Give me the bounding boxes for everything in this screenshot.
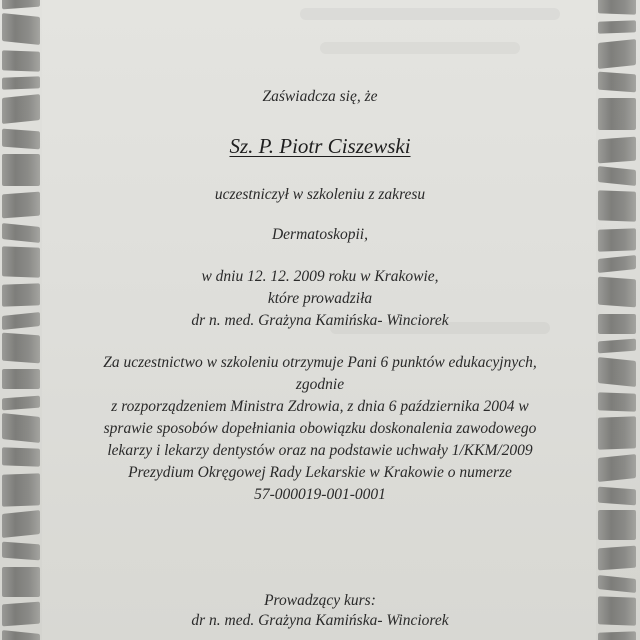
recipient-name: Sz. P. Piotr Ciszewski [229, 134, 411, 158]
course-leader-label: Prowadzący kurs: [264, 592, 376, 609]
intro-text: Zaświadcza się, że [262, 88, 378, 105]
registration-number: 57-000019-001-0001 [254, 486, 386, 503]
border-tile [598, 20, 636, 33]
participation-text: uczestniczył w szkoleniu z zakresu [214, 186, 426, 203]
border-tile [2, 630, 40, 640]
border-tile [598, 166, 636, 186]
course-date-location: w dniu 12. 12. 2009 roku w Krakowie, [201, 268, 439, 285]
border-tile [598, 510, 636, 540]
body-line: Za uczestnictwo w szkoleniu otrzymuje Pani 6 punktów edukacyjnych, [103, 354, 537, 371]
border-tile [598, 575, 636, 593]
border-tile [2, 50, 40, 71]
border-tile [598, 39, 636, 69]
border-tile [2, 542, 40, 561]
conducted-by-text: które prowadziła [267, 290, 373, 307]
border-tile [2, 13, 40, 45]
border-tile [598, 339, 636, 354]
body-line: sprawie sposobów dopełniania obowiązku doskonalenia zawodowego [103, 420, 537, 437]
border-tile [598, 0, 636, 15]
body-line: z rozporządzeniem Ministra Zdrowia, z dnia 6 października 2004 w [111, 398, 529, 415]
border-tile [2, 0, 40, 9]
body-line: lekarzy i lekarzy dentystów oraz na podstawie uchwały 1/KKM/2009 [107, 442, 533, 459]
course-topic: Dermatoskopii, [271, 226, 368, 243]
border-tile [2, 510, 40, 538]
body-line: zgodnie [295, 376, 345, 393]
show-through-mark [320, 42, 520, 54]
course-leader-name: dr n. med. Grażyna Kamińska- Winciorek [191, 612, 449, 629]
body-line: Prezydium Okręgowej Rady Lekarskie w Krakowie o numerze [128, 464, 512, 481]
show-through-mark [300, 8, 560, 20]
border-tile [598, 631, 636, 640]
border-tile [598, 546, 636, 571]
instructor-name: dr n. med. Grażyna Kamińska- Winciorek [191, 312, 449, 329]
